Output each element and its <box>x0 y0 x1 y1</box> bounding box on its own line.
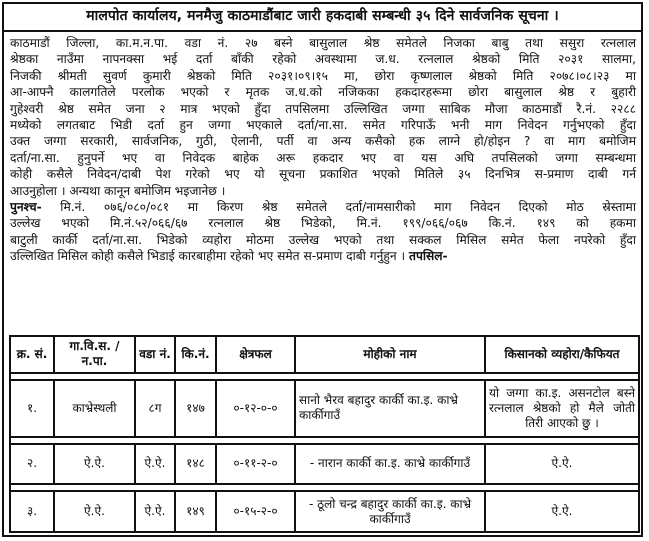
cell-remark: यो जग्गा का.इ. असनटोल बस्ने रत्नलाल श्रेष्ठको हो मैले जोती तिरी आएको छु । <box>485 380 639 437</box>
tapsil-table <box>9 335 640 533</box>
punascha-line <box>10 199 636 215</box>
cell-area: ०-१२-०-० <box>216 380 295 437</box>
spacer-cell <box>10 437 639 444</box>
cell-area: ०-११-२-० <box>216 444 295 485</box>
cell-sn: ३. <box>10 491 54 532</box>
spacer-cell <box>10 484 639 491</box>
body-line: उक्त जग्गा सरकारी, सार्वजनिक, गुठी, ऐलानी, पर्ती वा अन्य कसैको हक लाग्ने हो/होइन ? वा माग बमोजिम <box>10 134 636 149</box>
notice-title: मालपोत कार्यालय, मनमैजु काठमाडौंबाट जारी हकदाबी सम्बन्धी ३५ दिने सार्वजनिक सूचना । <box>86 8 559 24</box>
body-line: आउनुहोला । अन्यथा कानून बमोजिम भइजानेछ । <box>10 183 226 198</box>
cell-vdc: ऐ.ऐ. <box>54 491 135 532</box>
notice-body <box>10 35 636 265</box>
body-line: आ-आफ्नै कालगतिले परलोक भएको र मृतक ज.ध.को नजिकका हकदारहरूमा छोरा बासुलाल श्रेष्ठ र बुहारी <box>10 85 636 100</box>
cell-kitta: १४७ <box>175 380 216 437</box>
cell-vdc: काभ्रेस्थली <box>54 380 135 437</box>
punascha-line <box>10 248 636 264</box>
table-spacer <box>10 373 639 380</box>
header-vdc: गा.वि.स. /न.पा. <box>54 336 135 373</box>
cell-ward: ८ग <box>135 380 175 437</box>
header-sn: क्र. सं. <box>10 336 54 373</box>
table-spacer <box>10 484 639 491</box>
cell-kitta: १४८ <box>175 444 216 485</box>
punascha-line: बाटुली कार्की दर्ता/ना.सा. भिडेको व्यहोरा मोठमा उल्लेख भएको तथा सक्कल मिसिल समेत फेला नपरेको हुँदा <box>10 232 636 247</box>
header-ward: वडा नं. <box>135 336 175 373</box>
body-line: गुहेश्वरी श्रेष्ठ समेत जना २ मात्र भएको हुँदा तपसिलमा उल्लिखित जग्गा साबिक मौजा काठमाडौं रै.नं. २२८८ <box>10 101 636 116</box>
body-line: दर्ता/ना.सा. हुनुपर्ने भए वा निवेदक बाहेक अरू हकदार भए वा यस अघि तपसिलको जग्गा सम्बन्धमा <box>10 150 636 165</box>
tapsil-label: तपसिल- <box>409 249 448 264</box>
cell-mohi: - ठूलो चन्द्र बहादुर कार्की का.इ. काभ्रे कार्कीगाउँ <box>295 491 485 532</box>
cell-area: ०-१५-२-० <box>216 491 295 532</box>
header-area: क्षेत्रफल <box>216 336 295 373</box>
spacer-cell <box>10 373 639 380</box>
cell-ward: ऐ.ऐ. <box>135 491 175 532</box>
cell-sn: २. <box>10 444 54 485</box>
table-row <box>10 444 639 485</box>
table-header-row <box>10 336 639 373</box>
cell-ward: ऐ.ऐ. <box>135 444 175 485</box>
title-divider <box>2 30 643 32</box>
cell-sn: १. <box>10 380 54 437</box>
cell-mohi: - नारान कार्की का.इ. काभ्रे कार्कीगाउँ <box>295 444 485 485</box>
table-spacer <box>10 437 639 444</box>
punascha-label: पुनश्च- <box>10 200 42 215</box>
header-remark: किसानको व्यहोरा/कैफियत <box>485 336 639 373</box>
header-kitta: कि.नं. <box>175 336 216 373</box>
cell-vdc: ऐ.ऐ. <box>54 444 135 485</box>
body-line: कोही कसैले निवेदन/दाबी पेश गरेको भए यो सूचना प्रकाशित भएको मितिले ३५ दिनभित्र स-प्रमाण दाबी गर्न <box>10 167 636 182</box>
table-row <box>10 380 639 437</box>
header-mohi: मोहीको नाम <box>295 336 485 373</box>
body-line: श्रेष्ठका नाउँमा नापनक्सा भई दर्ता बाँकी रहेको अवस्थामा ज.ध. रत्नलाल श्रेष्ठको मिति २०३१ सालमा, <box>10 52 636 67</box>
body-line: काठमाडौं जिल्ला, का.म.न.पा. वडा नं. २७ बस्ने बासुलाल श्रेष्ठ समेतले निजका बाबु तथा ससुरा रत्नलाल <box>10 36 636 50</box>
cell-mohi: सानो भैरव बहादुर कार्की का.इ. काभ्रे कार्कीगाउँ <box>295 380 485 437</box>
punascha-text: उल्लिखित मिसिल कोही कसैले भिडाई कारबाहीमा रहेको भए समेत स-प्रमाण दाबी गर्नुहुन । <box>10 249 406 264</box>
body-line: मध्येको लगतबाट भिडी दर्ता हुन जग्गा भएकाले दर्ता/ना.सा. समेत गरिपाऊँ भनी माग निवेदन गर्नुभएको हुँदा <box>10 118 636 133</box>
cell-remark: ऐ.ऐ. <box>485 444 639 485</box>
punascha-text: मि.नं. ०७६/०८०/०८१ मा किरण श्रेष्ठ समेतले दर्ता/नामसारीको माग निवेदन दिएको मोठ स्रेस्तामा <box>41 200 636 215</box>
punascha-line: उल्लेख भएको मि.नं.५२/०६६/६७ रत्नलाल श्रेष्ठ भिडेको, मि.नं. १९९/०६६/०६७ कि.नं. १४९ को हकमा <box>10 216 636 231</box>
body-line: निजकी श्रीमती सुवर्ण कुमारी श्रेष्ठको मिति २०३१।०९।१५ मा, छोरा कृष्णलाल श्रेष्ठको मिति २०७८।०८।२३ मा <box>10 68 636 83</box>
cell-remark: ऐ.ऐ. <box>485 491 639 532</box>
cell-kitta: १४९ <box>175 491 216 532</box>
table-row <box>10 491 639 532</box>
